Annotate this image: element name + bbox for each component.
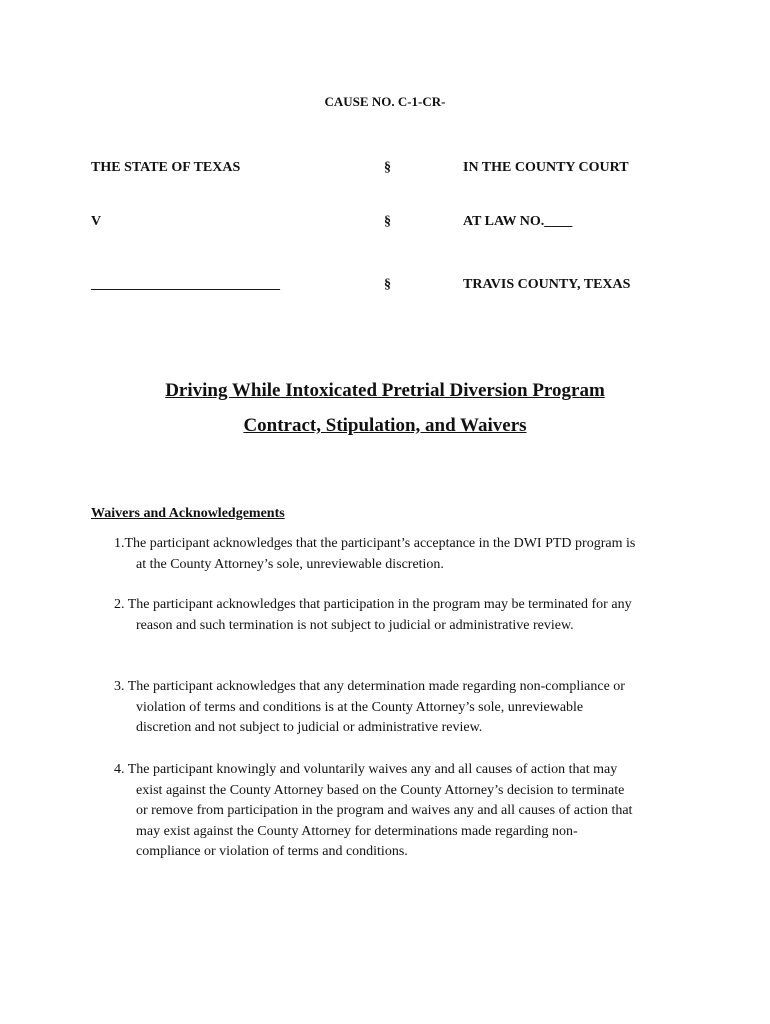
caption-party-state: THE STATE OF TEXAS bbox=[91, 160, 241, 175]
caption-defendant-blank: ___________________________ bbox=[91, 277, 280, 292]
caption-court: IN THE COUNTY COURT bbox=[463, 160, 629, 175]
caption-court-number: AT LAW NO.____ bbox=[463, 214, 573, 229]
list-item bbox=[114, 760, 689, 863]
list-item-line: at the County Attorney’s sole, unreviewable discretion. bbox=[136, 556, 444, 572]
list-item-line: 3. The participant acknowledges that any determination made regarding non-compliance or bbox=[114, 679, 625, 694]
caption-section-symbol: § bbox=[384, 214, 391, 229]
list-item-line: 2. The participant acknowledges that participation in the program may be terminated for any bbox=[114, 597, 632, 612]
caption-county: TRAVIS COUNTY, TEXAS bbox=[463, 277, 631, 292]
list-item-line: may exist against the County Attorney for determinations made regarding non- bbox=[136, 823, 578, 839]
list-item-line: compliance or violation of terms and conditions. bbox=[136, 844, 408, 859]
list-item-line: 4. The participant knowingly and voluntarily waives any and all causes of action that may bbox=[114, 762, 618, 777]
list-item bbox=[114, 677, 689, 739]
list-item bbox=[114, 534, 689, 575]
caption-section-symbol: § bbox=[384, 277, 391, 292]
cause-number: CAUSE NO. C-1-CR- bbox=[324, 94, 446, 109]
list-item bbox=[114, 595, 689, 636]
list-item-line: 1.The participant acknowledges that the participant’s acceptance in the DWI PTD program is bbox=[114, 536, 636, 551]
list-item-line: reason and such termination is not subject to judicial or administrative review. bbox=[136, 617, 574, 633]
document-title: Driving While Intoxicated Pretrial Diversion Program bbox=[165, 380, 605, 401]
list-item-line: violation of terms and conditions is at the County Attorney’s sole, unreviewable bbox=[136, 699, 584, 715]
list-item-line: discretion and not subject to judicial or administrative review. bbox=[136, 720, 483, 735]
caption-versus: V bbox=[91, 214, 102, 229]
document-subtitle: Contract, Stipulation, and Waivers bbox=[243, 415, 527, 436]
list-item-line: or remove from participation in the program and waives any and all causes of action that bbox=[136, 803, 633, 818]
list-item-line: exist against the County Attorney based on the County Attorney’s decision to terminate bbox=[136, 782, 625, 798]
caption-section-symbol: § bbox=[384, 160, 391, 175]
section-heading: Waivers and Acknowledgements bbox=[91, 506, 285, 521]
